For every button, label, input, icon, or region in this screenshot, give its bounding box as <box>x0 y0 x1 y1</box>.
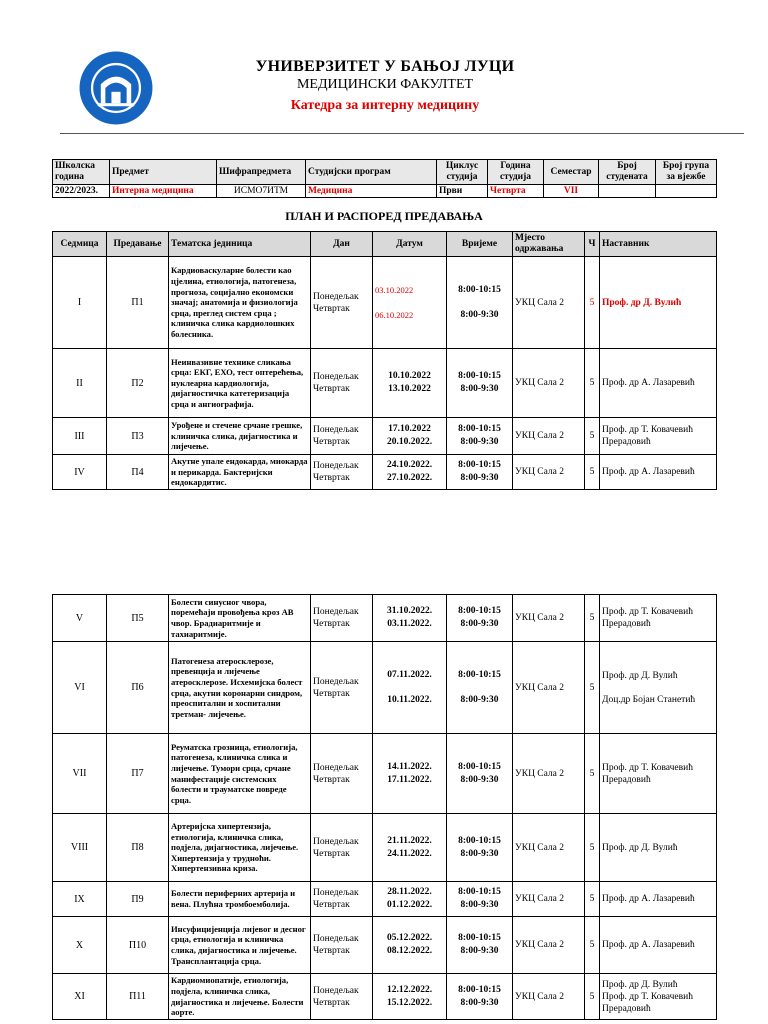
date-second: 15.12.2022. <box>386 997 433 1008</box>
teacher-name: Проф. др Д. Вулић <box>602 297 682 308</box>
time-second: 8:00-9:30 <box>460 848 499 859</box>
day-cell <box>311 917 373 974</box>
time-second: 8:00-9:30 <box>460 309 499 320</box>
date-first: 28.11.2022. <box>387 887 432 897</box>
day-cell <box>311 418 373 455</box>
date-first: 24.10.2022. <box>386 460 433 470</box>
time-cell <box>447 257 513 349</box>
topic-cell: Акутне упале ендокарда, миокарда и перикарда. Бактеријски ендокардитис. <box>169 455 311 490</box>
place-cell: УКЦ Сала 2 <box>513 814 585 882</box>
place-cell: УКЦ Сала 2 <box>513 595 585 642</box>
day-cell <box>311 349 373 418</box>
hours-cell: 5 <box>585 418 600 455</box>
day-cell <box>311 595 373 642</box>
day-thursday: Четвртак <box>313 997 350 1008</box>
date-second: 13.10.2022 <box>388 384 431 394</box>
date-first: 17.10.2022 <box>388 424 431 434</box>
date-cell <box>373 882 447 917</box>
teacher-name-2: Доц.др Бојан Станетић <box>602 694 696 705</box>
hours-cell: 5 <box>585 455 600 490</box>
time-first: 8:00-10:15 <box>458 984 501 995</box>
place-cell: УКЦ Сала 2 <box>513 349 585 418</box>
day-thursday: Четвртак <box>313 900 350 910</box>
time-cell <box>447 917 513 974</box>
time-second: 8:00-9:30 <box>460 384 499 394</box>
study-cycle-value: Први <box>437 185 488 198</box>
semester-value: VII <box>544 185 599 198</box>
teacher-name: Проф. др А. Лазаревић <box>602 378 695 388</box>
time-second: 8:00-9:30 <box>460 437 499 447</box>
teacher-name-3: Прерадовић <box>602 1003 651 1014</box>
schedule-row <box>53 974 717 1020</box>
header-group-count: Број група за вјежбе <box>656 160 717 185</box>
hours-cell: 5 <box>585 917 600 974</box>
date-cell <box>373 814 447 882</box>
time-cell <box>447 642 513 734</box>
teacher-cell <box>600 814 717 882</box>
teacher-name: Проф. др А. Лазаревић <box>602 940 695 950</box>
date-first: 12.12.2022. <box>386 984 433 995</box>
header-day: Дан <box>311 232 373 257</box>
topic-cell: Артеријска хипертензија, етиологија, клиничка слика, подјела, дијагностика, лијечење. Хипертензија у трудноћи. Хипертензивна криза. <box>169 814 311 882</box>
day-cell <box>311 882 373 917</box>
header-place: Мјесто одржавања <box>513 232 585 257</box>
day-thursday: Четвртак <box>313 688 350 699</box>
schedule-row <box>53 642 717 734</box>
schedule-row <box>53 418 717 455</box>
time-cell <box>447 418 513 455</box>
header-school-year: Школска година <box>53 160 110 185</box>
course-info-row <box>53 185 717 198</box>
header-subject: Предмет <box>110 160 217 185</box>
place-cell: УКЦ Сала 2 <box>513 257 585 349</box>
time-first: 8:00-10:15 <box>458 424 501 434</box>
teacher-name: Проф. др Д. Вулић <box>602 670 678 681</box>
schedule-row <box>53 734 717 814</box>
day-monday: Понедељак <box>313 934 359 944</box>
day-thursday: Четвртак <box>313 473 350 483</box>
lecture-cell: П11 <box>107 974 169 1020</box>
lecture-cell: П5 <box>107 595 169 642</box>
day-thursday: Четвртак <box>313 848 350 859</box>
document-header <box>0 0 768 140</box>
place-cell: УКЦ Сала 2 <box>513 917 585 974</box>
topic-cell: Болести периферних артерија и вена. Плућна тромбоемболија. <box>169 882 311 917</box>
teacher-cell <box>600 882 717 917</box>
week-cell: VII <box>53 734 107 814</box>
header-divider <box>60 133 744 134</box>
day-thursday: Четвртак <box>313 619 350 629</box>
teacher-name-2: Прерадовић <box>602 619 651 629</box>
topic-cell: Реуматска грозница, етиологија, патогенеза, клиничка слика и лијечење. Тумори срца, срчане манифестације системских болести и трауматске повреде срца. <box>169 734 311 814</box>
time-second: 8:00-9:30 <box>460 946 499 956</box>
date-cell <box>373 734 447 814</box>
study-year-value: Четврта <box>488 185 544 198</box>
date-first: 10.10.2022 <box>388 371 431 381</box>
day-cell <box>311 814 373 882</box>
time-cell <box>447 455 513 490</box>
header-week: Седмица <box>53 232 107 257</box>
group-count-value <box>656 185 717 198</box>
time-first: 8:00-10:15 <box>458 835 501 846</box>
time-cell <box>447 734 513 814</box>
place-cell: УКЦ Сала 2 <box>513 642 585 734</box>
topic-cell: Болести синусног чвора, поремећаји провођења кроз АВ чвор. Брадиаритмије и тахиаритмије. <box>169 595 311 642</box>
day-monday: Понедељак <box>313 372 359 382</box>
date-second: 08.12.2022. <box>386 946 433 956</box>
day-monday: Понедељак <box>313 425 359 435</box>
topic-cell: Кардиоваскуларне болести као цјелина, етиологија, патогенеза, прогноза, социјално економски значај; анатомија и физиологија срца, преглед систем срца ; клиничка слика кардиолошких болесника. <box>169 257 311 349</box>
day-monday: Понедељак <box>313 461 359 471</box>
week-cell: IV <box>53 455 107 490</box>
time-second: 8:00-9:30 <box>460 997 499 1008</box>
day-cell <box>311 455 373 490</box>
header-study-cycle: Циклус студија <box>437 160 488 185</box>
teacher-name: Проф. др А. Лазаревић <box>602 894 695 904</box>
header-lecture: Предавање <box>107 232 169 257</box>
week-cell: X <box>53 917 107 974</box>
lecture-cell: П7 <box>107 734 169 814</box>
header-teacher: Наставник <box>600 232 717 257</box>
date-first: 07.11.2022. <box>387 669 432 680</box>
schedule-table-page-1 <box>52 231 717 490</box>
date-first: 05.12.2022. <box>386 933 433 943</box>
date-second: 03.11.2022. <box>387 619 432 629</box>
time-first: 8:00-10:15 <box>458 887 501 897</box>
hours-cell: 5 <box>585 814 600 882</box>
header-student-count: Број студената <box>599 160 656 185</box>
date-second: 20.10.2022. <box>386 437 433 447</box>
department-name: Катедра за интерну медицину <box>290 98 480 113</box>
week-cell: II <box>53 349 107 418</box>
time-second: 8:00-9:30 <box>460 473 499 483</box>
place-cell: УКЦ Сала 2 <box>513 455 585 490</box>
time-second: 8:00-9:30 <box>460 694 499 705</box>
course-info-header-row <box>53 160 717 185</box>
time-second: 8:00-9:30 <box>460 774 499 785</box>
teacher-name: Проф. др Д. Вулић <box>602 842 678 853</box>
schedule-row <box>53 595 717 642</box>
time-second: 8:00-9:30 <box>460 900 499 910</box>
header-topic: Тематска јединица <box>169 232 311 257</box>
hours-cell: 5 <box>585 595 600 642</box>
time-cell <box>447 349 513 418</box>
teacher-name: Проф. др Т. Ковачевић <box>602 607 693 617</box>
date-first: 03.10.2022 <box>375 284 414 295</box>
lecture-cell: П2 <box>107 349 169 418</box>
teacher-cell <box>600 455 717 490</box>
header-study-program: Студијски програм <box>306 160 437 185</box>
topic-cell: Неинвазивне технике сликања срца: ЕКГ, ЕХО, тест оптерећења, нуклеарна кардиологија, дијагностичка катетеризација срца и ангиографија. <box>169 349 311 418</box>
place-cell: УКЦ Сала 2 <box>513 734 585 814</box>
time-first: 8:00-10:15 <box>458 669 501 680</box>
teacher-name-2: Прерадовић <box>602 774 651 785</box>
time-cell <box>447 595 513 642</box>
teacher-name: Проф. др А. Лазаревић <box>602 467 695 477</box>
hours-cell: 5 <box>585 642 600 734</box>
date-cell <box>373 418 447 455</box>
teacher-cell <box>600 257 717 349</box>
time-cell <box>447 882 513 917</box>
time-cell <box>447 974 513 1020</box>
week-cell: XI <box>53 974 107 1020</box>
week-cell: III <box>53 418 107 455</box>
date-cell <box>373 642 447 734</box>
date-second: 27.10.2022. <box>386 473 433 483</box>
teacher-cell <box>600 418 717 455</box>
day-monday: Понедељак <box>313 985 359 996</box>
date-first: 14.11.2022. <box>387 761 432 772</box>
time-cell <box>447 814 513 882</box>
hours-cell: 5 <box>585 974 600 1020</box>
day-monday: Понедељак <box>313 607 359 617</box>
study-program-value: Медицина <box>306 185 437 198</box>
schedule-row <box>53 814 717 882</box>
date-second: 10.11.2022. <box>387 694 432 705</box>
date-first: 31.10.2022. <box>386 606 433 616</box>
time-first: 8:00-10:15 <box>458 606 501 616</box>
lecture-cell: П3 <box>107 418 169 455</box>
schedule-row <box>53 917 717 974</box>
faculty-name: МЕДИЦИНСКИ ФАКУЛТЕТ <box>296 77 474 92</box>
schedule-row <box>53 455 717 490</box>
teacher-name: Проф. др Т. Ковачевић <box>602 762 693 773</box>
day-thursday: Четвртак <box>313 437 350 447</box>
time-first: 8:00-10:15 <box>458 933 501 943</box>
day-monday: Понедељак <box>313 836 359 847</box>
day-cell <box>311 642 373 734</box>
date-second: 06.10.2022 <box>375 309 414 320</box>
date-cell <box>373 917 447 974</box>
date-cell <box>373 257 447 349</box>
schedule-row <box>53 882 717 917</box>
university-name: УНИВЕРЗИТЕТ У БАЊОЈ ЛУЦИ <box>255 58 515 75</box>
teacher-cell <box>600 917 717 974</box>
course-info-table <box>52 159 717 198</box>
teacher-name: Проф. др Т. Ковачевић <box>602 425 693 435</box>
schedule-row <box>53 349 717 418</box>
date-cell <box>373 974 447 1020</box>
header-study-year: Година студија <box>488 160 544 185</box>
teacher-cell <box>600 974 717 1020</box>
time-first: 8:00-10:15 <box>458 284 501 295</box>
header-date: Датум <box>373 232 447 257</box>
day-monday: Понедељак <box>313 762 359 773</box>
topic-cell: Инсуфицијенција лијевог и десног срца, етиологија и клиничка слика, дијагностика и лијечење. Трансплантација срца. <box>169 917 311 974</box>
school-year-value: 2022/2023. <box>53 185 110 198</box>
topic-cell: Кардиомиопатије, етиологија, подјела, клиничка слика, дијагностика и лијечење. Болести аорте. <box>169 974 311 1020</box>
hours-cell: 5 <box>585 734 600 814</box>
date-cell <box>373 455 447 490</box>
day-cell <box>311 734 373 814</box>
date-first: 21.11.2022. <box>387 835 432 846</box>
lecture-cell: П8 <box>107 814 169 882</box>
place-cell: УКЦ Сала 2 <box>513 974 585 1020</box>
day-thursday: Четвртак <box>313 946 350 956</box>
schedule-table-page-2 <box>52 594 717 1020</box>
lecture-cell: П1 <box>107 257 169 349</box>
day-cell <box>311 257 373 349</box>
place-cell: УКЦ Сала 2 <box>513 882 585 917</box>
date-second: 01.12.2022. <box>386 900 433 910</box>
week-cell: IX <box>53 882 107 917</box>
day-thursday: Четвртак <box>313 384 350 394</box>
university-seal-logo <box>78 50 154 126</box>
lecture-cell: П10 <box>107 917 169 974</box>
day-thursday: Четвртак <box>313 774 350 785</box>
subject-value: Интерна медицина <box>110 185 217 198</box>
teacher-cell <box>600 595 717 642</box>
teacher-cell <box>600 734 717 814</box>
teacher-name-2: Проф. др Т. Ковачевић <box>602 991 693 1002</box>
week-cell: VI <box>53 642 107 734</box>
subject-code-value: ИСМО7ИТМ <box>217 185 306 198</box>
day-cell <box>311 974 373 1020</box>
day-monday: Понедељак <box>313 676 359 687</box>
lecture-cell: П6 <box>107 642 169 734</box>
topic-cell: Урођене и стечене срчане грешке, клиничка слика, дијагностика и лијечење. <box>169 418 311 455</box>
date-cell <box>373 349 447 418</box>
header-subject-code: Шифрапредмета <box>217 160 306 185</box>
header-time: Вријеме <box>447 232 513 257</box>
lecture-cell: П9 <box>107 882 169 917</box>
header-hours: Ч <box>585 232 600 257</box>
lecture-cell: П4 <box>107 455 169 490</box>
time-first: 8:00-10:15 <box>458 761 501 772</box>
student-count-value <box>599 185 656 198</box>
hours-cell: 5 <box>585 257 600 349</box>
plan-title: ПЛАН И РАСПОРЕД ПРЕДАВАЊА <box>285 209 483 223</box>
schedule-row <box>53 257 717 349</box>
week-cell: V <box>53 595 107 642</box>
date-cell <box>373 595 447 642</box>
date-second: 24.11.2022. <box>387 848 432 859</box>
week-cell: VIII <box>53 814 107 882</box>
time-first: 8:00-10:15 <box>458 371 501 381</box>
teacher-name-2: Прерадовић <box>602 437 651 447</box>
day-monday: Понедељак <box>313 291 359 302</box>
date-second: 17.11.2022. <box>387 774 432 785</box>
schedule-header-row <box>53 232 717 257</box>
place-cell: УКЦ Сала 2 <box>513 418 585 455</box>
time-first: 8:00-10:15 <box>458 460 501 470</box>
week-cell: I <box>53 257 107 349</box>
hours-cell: 5 <box>585 882 600 917</box>
teacher-name: Проф. др Д. Вулић <box>602 979 678 990</box>
topic-cell: Патогенеза атеросклерозе, превенција и лијечење атеросклерозе. Исхемијска болест срца, акутни коронарни синдром, преоспитални и хоспитални третман- лијечење. <box>169 642 311 734</box>
time-second: 8:00-9:30 <box>460 619 499 629</box>
day-thursday: Четвртак <box>313 303 350 314</box>
header-semester: Семестар <box>544 160 599 185</box>
day-monday: Понедељак <box>313 888 359 898</box>
teacher-cell <box>600 349 717 418</box>
hours-cell: 5 <box>585 349 600 418</box>
teacher-cell <box>600 642 717 734</box>
